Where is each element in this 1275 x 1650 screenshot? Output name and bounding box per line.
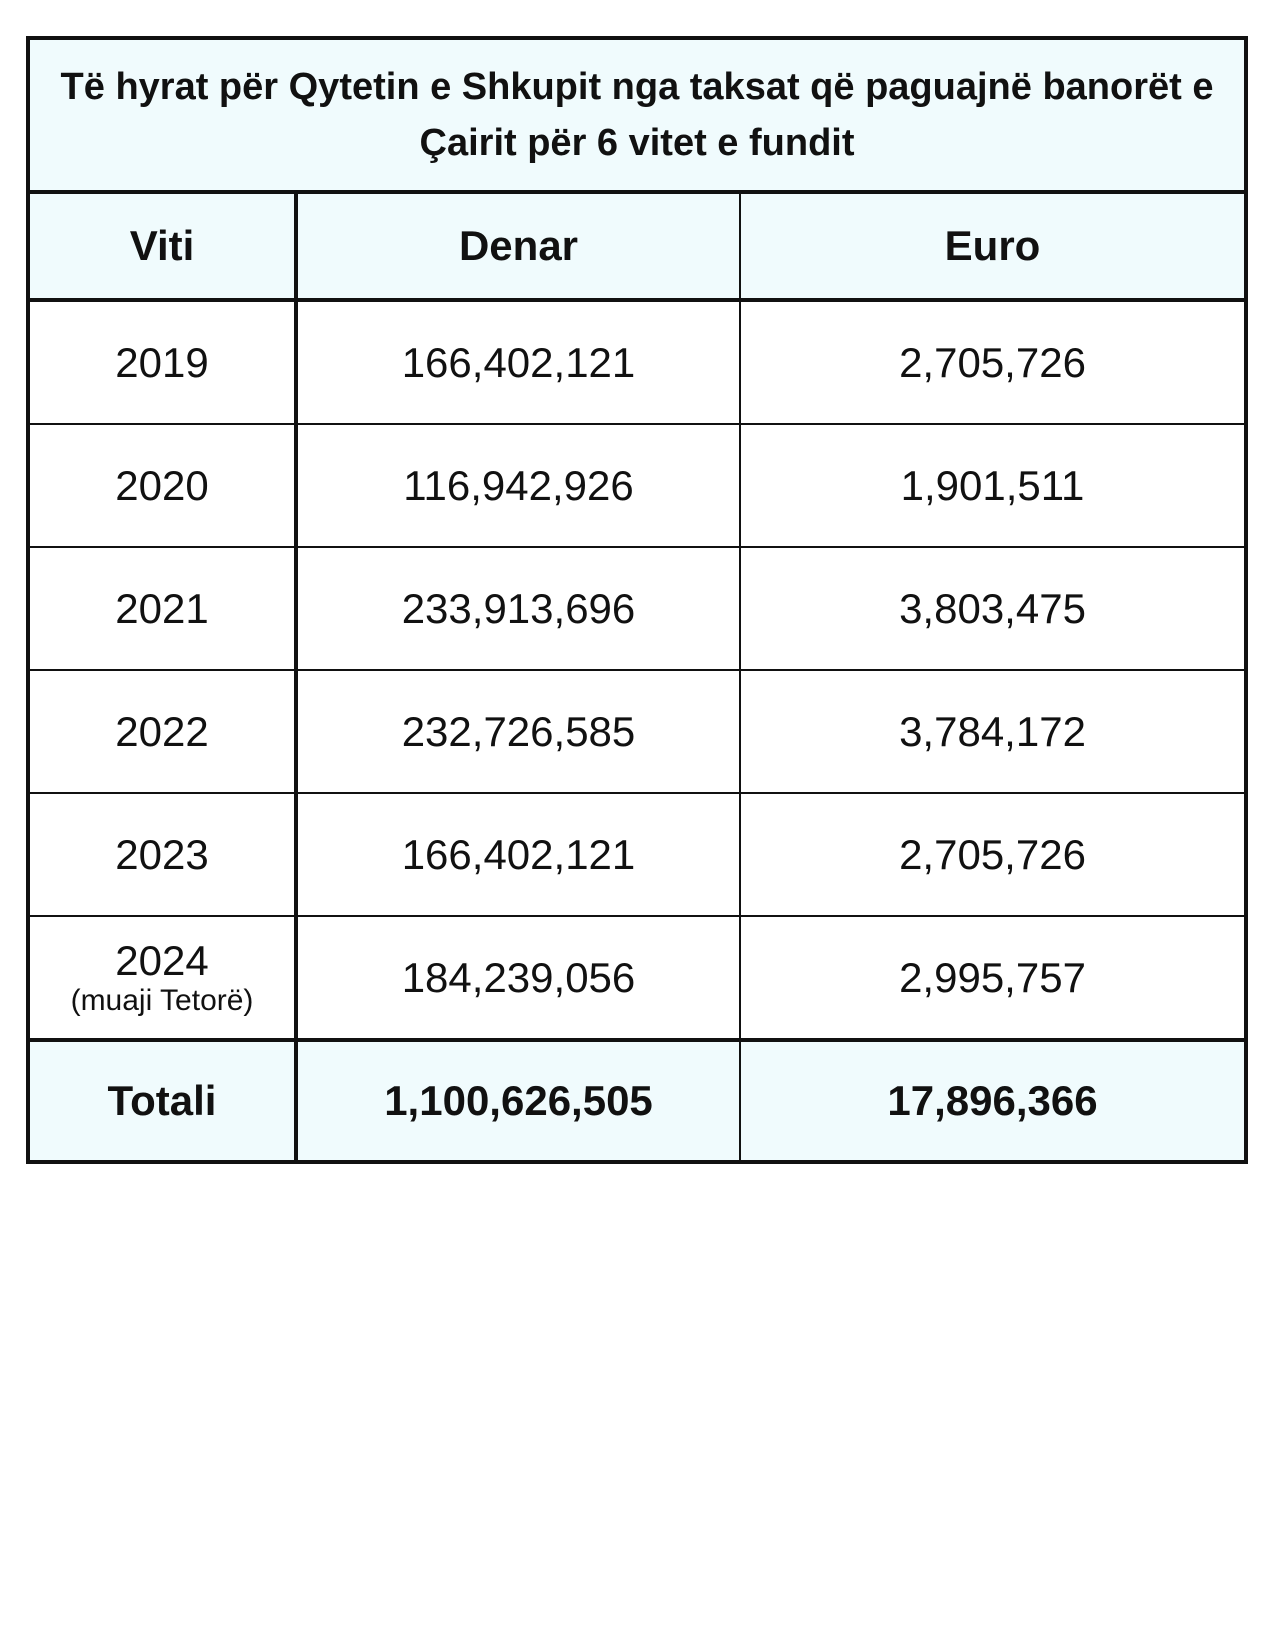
year-cell — [28, 300, 296, 424]
year-value: 2019 — [115, 338, 209, 386]
denar-cell: 166,402,121 — [296, 793, 740, 916]
year-cell — [28, 424, 296, 547]
denar-cell: 232,726,585 — [296, 670, 740, 793]
column-header-year: Viti — [28, 192, 296, 300]
total-denar: 1,100,626,505 — [296, 1040, 740, 1162]
year-note: (muaji Tetorë) — [70, 983, 254, 1017]
euro-cell: 2,705,726 — [740, 300, 1246, 424]
year-value: 2024 — [115, 936, 209, 984]
year-value: 2021 — [115, 584, 209, 632]
table-row — [28, 670, 1246, 793]
euro-cell: 2,705,726 — [740, 793, 1246, 916]
year-value: 2023 — [115, 830, 209, 878]
total-euro: 17,896,366 — [740, 1040, 1246, 1162]
year-value: 2020 — [115, 461, 209, 509]
year-cell — [28, 793, 296, 916]
denar-cell: 233,913,696 — [296, 547, 740, 670]
table-row — [28, 547, 1246, 670]
table-row — [28, 424, 1246, 547]
denar-cell: 184,239,056 — [296, 916, 740, 1040]
year-value: 2022 — [115, 707, 209, 755]
euro-cell: 3,784,172 — [740, 670, 1246, 793]
year-cell — [28, 916, 296, 1040]
table-row — [28, 916, 1246, 1040]
table-title: Të hyrat për Qytetin e Shkupit nga taksat që paguajnë banorët e Çairit për 6 vitet e fundit — [28, 38, 1246, 192]
total-row — [28, 1040, 1246, 1162]
euro-cell: 2,995,757 — [740, 916, 1246, 1040]
year-cell — [28, 547, 296, 670]
column-header-denar: Denar — [296, 192, 740, 300]
column-header-euro: Euro — [740, 192, 1246, 300]
total-label: Totali — [28, 1040, 296, 1162]
revenue-table — [26, 36, 1248, 1164]
year-cell — [28, 670, 296, 793]
euro-cell: 1,901,511 — [740, 424, 1246, 547]
euro-cell: 3,803,475 — [740, 547, 1246, 670]
header-row — [28, 192, 1246, 300]
table-row — [28, 793, 1246, 916]
title-row — [28, 38, 1246, 192]
denar-cell: 116,942,926 — [296, 424, 740, 547]
table-row — [28, 300, 1246, 424]
denar-cell: 166,402,121 — [296, 300, 740, 424]
